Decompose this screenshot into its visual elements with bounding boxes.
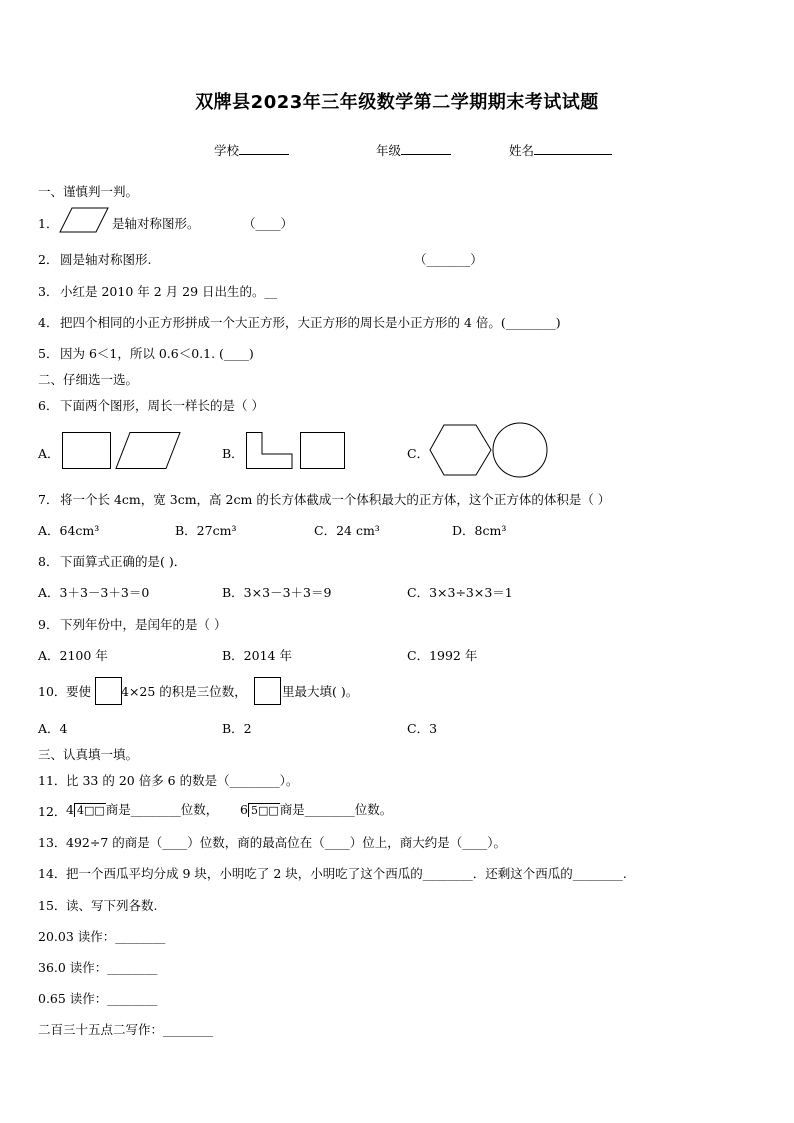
q9-option-c[interactable]: C．1992 年 [407,648,478,663]
q15-row-3[interactable]: 0.65 读作：________ [38,991,158,1006]
q1-number: 1． [38,216,59,231]
q7-option-a[interactable]: A．64cm³ [38,523,100,538]
q14-text: 把一个西瓜平均分成 9 块，小明吃了 2 块，小明吃了这个西瓜的________．还剩这个西瓜的________. [66,866,627,881]
school-label: 学校 [214,143,240,158]
q10-option-b[interactable]: B．2 [222,721,252,736]
q15-text: 读、写下列各数. [66,898,158,913]
q12-text-1: 商是________位数， [105,802,219,817]
q10-blank-box-1[interactable] [95,677,122,705]
q13-number: 13． [38,835,67,850]
q10-pre: 要使 [66,684,92,699]
q6-option-a-label[interactable]: A． [38,446,60,461]
section-2-heading: 二、仔细选一选。 [38,372,139,387]
q7-number: 7． [38,492,59,507]
q6-option-c-figures[interactable] [430,424,550,478]
school-field[interactable] [214,141,289,159]
section-1-heading: 一、谨慎判一判。 [38,184,139,199]
q8-text: 下面算式正确的是( )． [60,554,187,569]
q12-divisor-2: 6 [240,802,248,817]
q6-text: 下面两个图形，周长一样长的是（ ） [60,398,264,413]
q8-option-a[interactable]: A．3＋3－3＋3＝0 [38,585,150,600]
q13-text: 492÷7 的商是（____）位数，商的最高位在（____）位上，商大约是（____）。 [66,835,507,850]
q6-option-b-label[interactable]: B． [222,446,244,461]
q6-option-c-label[interactable]: C． [407,446,430,461]
q6-option-b-figures[interactable] [246,432,346,470]
q12-text-2: 商是________位数。 [279,802,393,817]
q4-text: 把四个相同的小正方形拼成一个大正方形，大正方形的周长是小正方形的 4 倍。(________) [60,315,561,330]
q2-answer[interactable]: （_______） [414,252,483,267]
q2-number: 2． [38,252,59,267]
name-label: 姓名 [509,143,535,158]
q3-number: 3． [38,284,59,299]
q3-text: 小红是 2010 年 2 月 29 日出生的。__ [60,284,278,299]
q12-number: 12． [38,804,67,819]
q10-number: 10． [38,684,67,699]
q12-dividend-1: 4□□ [74,803,106,817]
name-field[interactable] [509,141,612,159]
q12-divisor-1: 4 [66,802,74,817]
q1-text: 是轴对称图形。 [112,216,200,231]
q7-text: 将一个长 4cm，宽 3cm，高 2cm 的长方体截成一个体积最大的正方体，这个正方体的体积是（ ） [60,492,611,507]
q6-option-a-figures[interactable] [62,432,182,470]
q1-answer[interactable]: （____） [243,216,294,231]
page-title: 双牌县2023年三年级数学第二学期期末考试试题 [195,92,599,113]
name-blank[interactable] [534,142,612,155]
grade-label: 年级 [376,143,402,158]
q15-number: 15． [38,898,67,913]
q12-division-1 [66,800,218,818]
q8-option-c[interactable]: C．3×3÷3×3＝1 [407,585,513,600]
q5-number: 5． [38,346,59,361]
q10-post: 里最大填( )。 [282,684,359,699]
q14-number: 14． [38,866,67,881]
q6-number: 6． [38,398,59,413]
q8-number: 8． [38,554,59,569]
q12-dividend-2: 5□□ [248,803,280,817]
q11-number: 11． [38,773,67,788]
q1-parallelogram-figure [60,207,110,233]
q9-option-a[interactable]: A．2100 年 [38,648,108,663]
q15-row-2[interactable]: 36.0 读作：________ [38,960,158,975]
q7-option-d[interactable]: D．8cm³ [452,523,507,538]
q15-row-1[interactable]: 20.03 读作：________ [38,929,166,944]
q10-option-c[interactable]: C．3 [407,721,438,736]
q12-division-2 [240,800,392,818]
q4-number: 4． [38,315,59,330]
q2-text: 圆是轴对称图形. [60,252,152,267]
q7-option-b[interactable]: B．27cm³ [175,523,237,538]
q10-mid: 4×25 的积是三位数， [121,684,247,699]
q9-text: 下列年份中，是闰年的是（ ） [60,617,227,632]
school-blank[interactable] [239,142,289,155]
section-3-heading: 三、认真填一填。 [38,747,139,762]
q10-blank-box-2[interactable] [254,677,281,705]
grade-field[interactable] [376,141,451,159]
q7-option-c[interactable]: C．24 cm³ [314,523,380,538]
q9-number: 9． [38,617,59,632]
q11-text: 比 33 的 20 倍多 6 的数是（________）。 [66,773,299,788]
q15-row-4[interactable]: 二百三十五点二写作：________ [38,1022,214,1037]
q9-option-b[interactable]: B．2014 年 [222,648,292,663]
q8-option-b[interactable]: B．3×3－3＋3＝9 [222,585,332,600]
q10-option-a[interactable]: A．4 [38,721,68,736]
q5-text: 因为 6＜1，所以 0.6＜0.1. (____) [60,346,254,361]
grade-blank[interactable] [401,142,451,155]
